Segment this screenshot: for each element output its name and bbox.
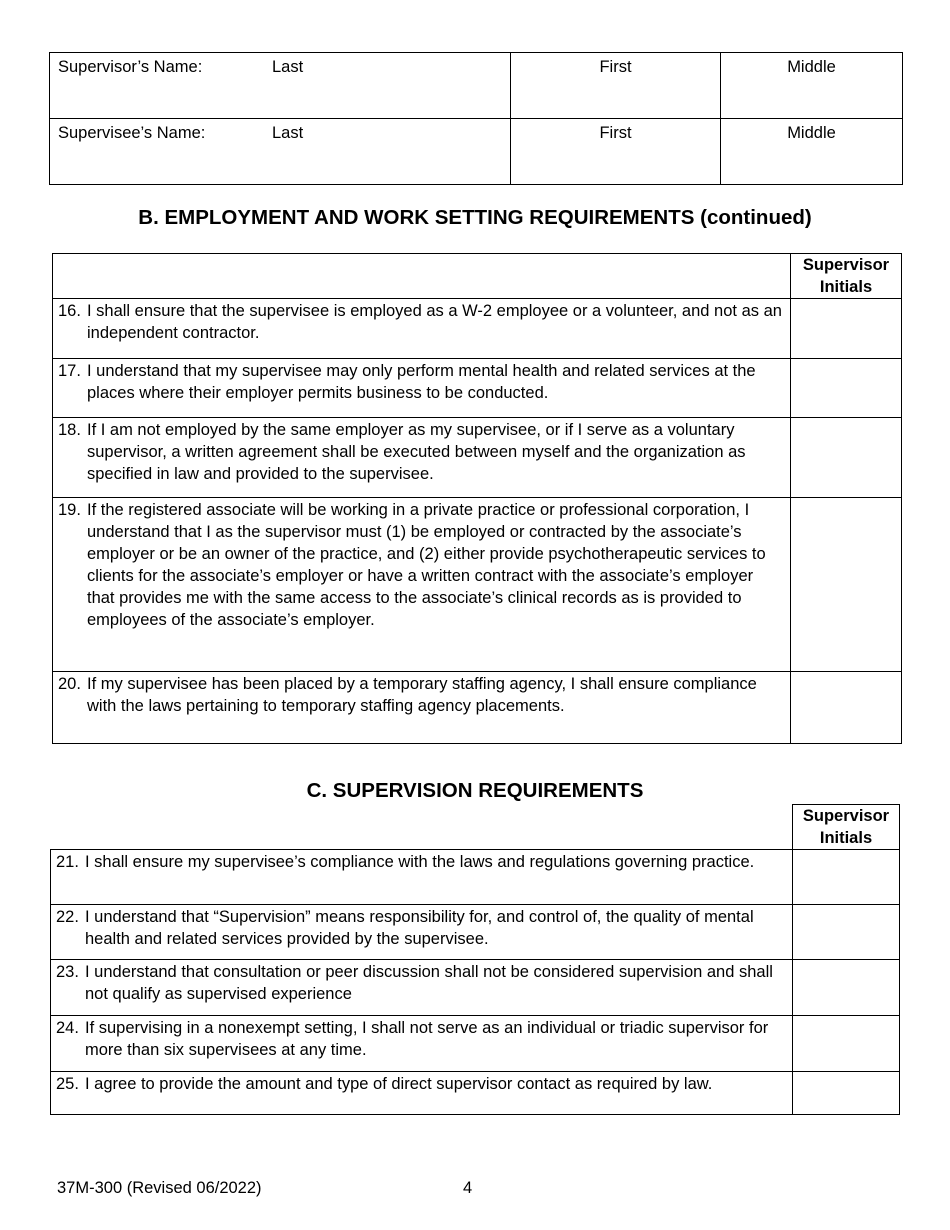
section-c-table <box>50 804 900 1115</box>
table-row <box>53 299 902 359</box>
item-text: I agree to provide the amount and type of direct supervisor contact as required by law. <box>85 1075 713 1093</box>
item-number: 22. <box>56 908 79 926</box>
last-label: Last <box>272 58 304 76</box>
table-row <box>51 1016 900 1072</box>
initials-field-20[interactable] <box>791 672 902 744</box>
requirement-item-24 <box>51 1016 793 1072</box>
requirement-item-19 <box>53 498 791 672</box>
supervisee-last-name-field[interactable] <box>50 119 511 185</box>
item-text: I shall ensure my supervisee’s compliance with the laws and regulations governing practice. <box>85 853 755 871</box>
item-number: 25. <box>56 1075 79 1093</box>
section-b-initials-header <box>791 254 902 299</box>
table-row <box>53 418 902 498</box>
item-number: 16. <box>58 302 81 320</box>
supervisor-last-name-field[interactable] <box>50 53 511 119</box>
supervisee-middle-name-field[interactable] <box>721 119 903 185</box>
requirement-item-23 <box>51 960 793 1016</box>
initials-field-18[interactable] <box>791 418 902 498</box>
supervisor-name-label: Supervisor’s Name: <box>58 58 203 76</box>
item-number: 23. <box>56 963 79 981</box>
last-label: Last <box>272 124 304 142</box>
initials-field-24[interactable] <box>793 1016 900 1072</box>
item-number: 18. <box>58 421 81 439</box>
supervisor-name-row <box>50 53 903 119</box>
section-b-table <box>52 253 902 744</box>
initials-field-17[interactable] <box>791 359 902 418</box>
initials-header-line2: Initials <box>819 829 873 847</box>
section-c-header-blank <box>51 805 793 850</box>
requirement-item-21 <box>51 850 793 905</box>
item-number: 21. <box>56 853 79 871</box>
requirement-item-22 <box>51 905 793 960</box>
table-row <box>53 672 902 744</box>
initials-header-line1: Supervisor <box>802 807 890 825</box>
section-b-title: B. EMPLOYMENT AND WORK SETTING REQUIREMENTS (continued) <box>138 206 812 229</box>
requirement-item-16 <box>53 299 791 359</box>
initials-field-22[interactable] <box>793 905 900 960</box>
section-c-header-row <box>51 805 900 850</box>
requirement-item-18 <box>53 418 791 498</box>
table-row <box>51 905 900 960</box>
item-number: 20. <box>58 675 81 693</box>
supervisor-middle-name-field[interactable] <box>721 53 903 119</box>
item-text: I understand that consultation or peer discussion shall not be considered supervision and shall not qualify as supervised experience <box>85 963 773 1003</box>
item-text: If supervising in a nonexempt setting, I shall not serve as an individual or triadic supervisor for more than six supervisees at any time. <box>85 1019 769 1059</box>
initials-field-25[interactable] <box>793 1072 900 1115</box>
item-number: 17. <box>58 362 81 380</box>
footer-form-id: 37M-300 (Revised 06/2022) <box>57 1179 262 1197</box>
initials-field-23[interactable] <box>793 960 900 1016</box>
initials-field-21[interactable] <box>793 850 900 905</box>
requirement-item-17 <box>53 359 791 418</box>
item-text: I shall ensure that the supervisee is employed as a W-2 employee or a volunteer, and not as an independent contractor. <box>87 302 782 342</box>
initials-header-line2: Initials <box>819 278 873 296</box>
section-b-header-blank <box>53 254 791 299</box>
requirement-item-20 <box>53 672 791 744</box>
section-c-initials-header <box>793 805 900 850</box>
footer-page-number: 4 <box>463 1179 473 1197</box>
item-text: If my supervisee has been placed by a temporary staffing agency, I shall ensure compliance with the laws pertaining to temporary staffing agency placements. <box>87 675 757 715</box>
supervisee-name-row <box>50 119 903 185</box>
first-label: First <box>599 124 632 142</box>
item-text: I understand that “Supervision” means responsibility for, and control of, the quality of mental health and related services provided by the supervisee. <box>85 908 754 948</box>
names-table <box>49 52 903 185</box>
supervisor-first-name-field[interactable] <box>511 53 721 119</box>
item-text: If I am not employed by the same employer as my supervisee, or if I serve as a voluntary supervisor, a written agreement shall be executed between myself and the organization as specified in law and provided to the supervisee. <box>87 421 746 483</box>
supervisee-first-name-field[interactable] <box>511 119 721 185</box>
section-b-header-row <box>53 254 902 299</box>
requirement-item-25 <box>51 1072 793 1115</box>
item-number: 19. <box>58 501 81 519</box>
supervisee-name-label: Supervisee’s Name: <box>58 124 206 142</box>
item-text: I understand that my supervisee may only perform mental health and related services at the places where their employer permits business to be conducted. <box>87 362 756 402</box>
item-text: If the registered associate will be working in a private practice or professional corporation, I understand that I as the supervisor must (1) be employed or contracted by the associate’s employer or be an owner of the practice, and (2) either provide psychotherapeutic services to clients for the associate’s employer or have a written contract with the associate’s employer that provides me with the same access to the associate’s clinical records as is provided to employees of the associate’s employer. <box>87 501 766 629</box>
table-row <box>51 960 900 1016</box>
initials-field-19[interactable] <box>791 498 902 672</box>
middle-label: Middle <box>787 124 836 142</box>
section-c-title: C. SUPERVISION REQUIREMENTS <box>306 779 644 802</box>
middle-label: Middle <box>787 58 836 76</box>
table-row <box>51 850 900 905</box>
item-number: 24. <box>56 1019 79 1037</box>
table-row <box>53 498 902 672</box>
first-label: First <box>599 58 632 76</box>
initials-field-16[interactable] <box>791 299 902 359</box>
initials-header-line1: Supervisor <box>802 256 890 274</box>
table-row <box>53 359 902 418</box>
table-row <box>51 1072 900 1115</box>
